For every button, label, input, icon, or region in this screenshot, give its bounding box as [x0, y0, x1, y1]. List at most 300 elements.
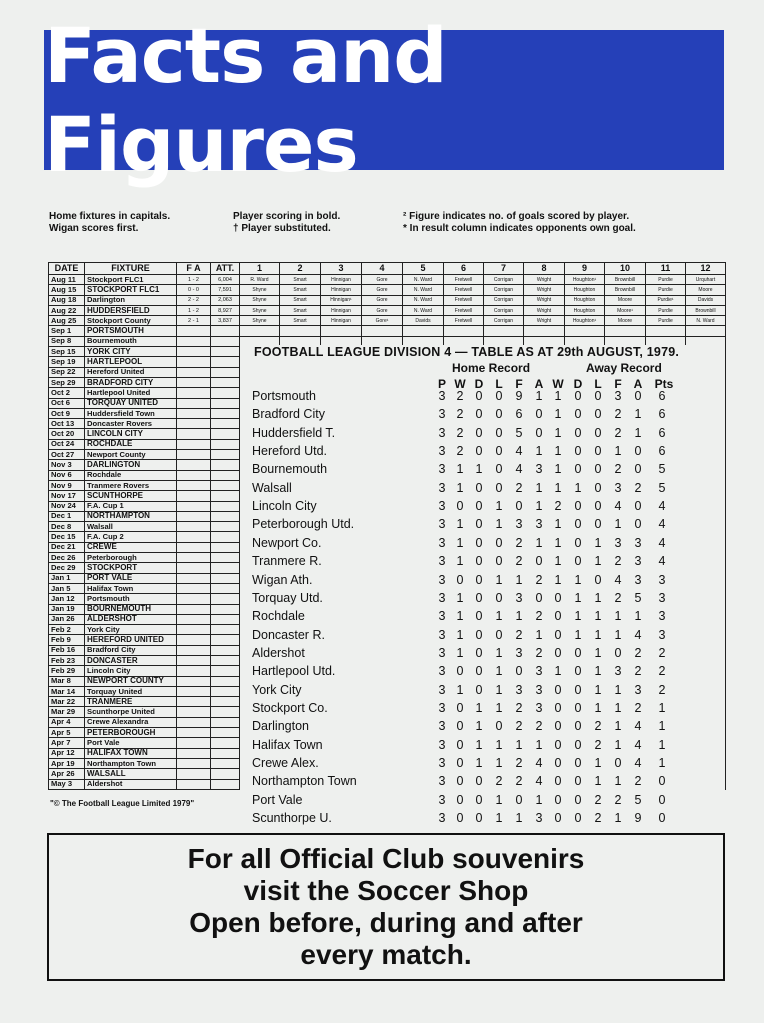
team-stat: 4 — [658, 554, 666, 569]
team-stat: 4 — [535, 774, 543, 789]
team-stat: 1 — [554, 572, 562, 587]
fixture-attendance — [211, 357, 240, 367]
team-stat: 2 — [658, 682, 666, 697]
team-stat: 1 — [495, 645, 503, 660]
team-stat: 3 — [535, 517, 543, 532]
league-row — [240, 407, 725, 425]
team-stat: 0 — [475, 517, 483, 532]
team-stat: 5 — [634, 590, 642, 605]
fixture-score — [177, 460, 211, 470]
team-stat: 0 — [495, 462, 503, 477]
fixture-opponent: F.A. Cup 2 — [85, 532, 177, 542]
league-row — [240, 793, 725, 811]
team-stat: 0 — [614, 645, 622, 660]
team-stat: 1 — [495, 682, 503, 697]
team-stat: 3 — [438, 737, 446, 752]
fixture-date: Sep 15 — [49, 347, 85, 357]
fixture-score — [177, 553, 211, 563]
fixture-opponent: DARLINGTON — [85, 460, 177, 470]
team-name: Darlington — [252, 719, 309, 734]
player-cell: Houghton — [565, 295, 605, 305]
team-stat: 3 — [515, 517, 523, 532]
team-stat: 0 — [594, 444, 602, 459]
player-cell — [362, 326, 403, 336]
team-stat: 1 — [574, 572, 582, 587]
team-stat: 4 — [535, 756, 543, 770]
team-stat: 1 — [554, 554, 562, 569]
team-stat: 2 — [535, 645, 543, 660]
fixture-attendance — [211, 460, 240, 470]
player-cell: N. Ward — [686, 316, 726, 326]
team-stat: 1 — [495, 499, 503, 514]
fixture-date: Feb 2 — [49, 625, 85, 635]
fixture-opponent: HALIFAX TOWN — [85, 748, 177, 758]
team-stat: 3 — [438, 554, 446, 569]
team-stat: 1 — [515, 572, 523, 587]
team-stat: 0 — [495, 389, 503, 403]
team-stat: 1 — [535, 535, 543, 550]
team-stat: 1 — [475, 756, 483, 770]
fixture-date: Dec 29 — [49, 563, 85, 573]
fixture-date: Feb 9 — [49, 635, 85, 645]
team-stat: 1 — [594, 645, 602, 660]
fixture-row — [49, 295, 726, 305]
team-stat: 1 — [495, 664, 503, 679]
league-row — [240, 499, 725, 517]
team-stat: 0 — [475, 627, 483, 642]
fixtures-column-header: ATT. — [211, 263, 240, 275]
fixture-opponent: Lincoln City — [85, 666, 177, 676]
team-stat: 3 — [438, 517, 446, 532]
notes-scoring — [403, 211, 636, 235]
fixture-score — [177, 728, 211, 738]
fixture-opponent: Port Vale — [85, 738, 177, 748]
fixture-date: Nov 24 — [49, 501, 85, 511]
team-stat: 0 — [475, 407, 483, 422]
fixture-score — [177, 480, 211, 490]
fixture-opponent: BOURNEMOUTH — [85, 604, 177, 614]
player-cell: N. Ward — [403, 275, 444, 285]
fixture-date: Aug 22 — [49, 305, 85, 315]
team-stat: 0 — [554, 682, 562, 697]
fixtures-column-header: 5 — [403, 263, 444, 275]
team-stat: 9 — [634, 811, 642, 826]
fixture-opponent: HARTLEPOOL — [85, 357, 177, 367]
team-stat: 0 — [574, 389, 582, 403]
team-stat: 0 — [658, 792, 666, 807]
fixture-score — [177, 563, 211, 573]
league-row — [240, 664, 725, 682]
team-name: Bradford City — [252, 407, 325, 422]
fixture-attendance — [211, 511, 240, 521]
team-name: Huddersfield T. — [252, 425, 336, 440]
player-cell: Wright — [524, 285, 565, 295]
fixture-opponent: Scunthorpe United — [85, 707, 177, 717]
fixture-date: Apr 26 — [49, 769, 85, 779]
fixture-opponent: TRANMERE — [85, 697, 177, 707]
team-stat: 0 — [475, 389, 483, 403]
player-cell: Fretwell — [444, 275, 484, 285]
league-row — [240, 536, 725, 554]
team-stat: 2 — [658, 645, 666, 660]
team-stat: 3 — [438, 535, 446, 550]
fixture-opponent: PORT VALE — [85, 573, 177, 583]
team-stat: 1 — [574, 627, 582, 642]
team-stat: 1 — [594, 609, 602, 624]
team-stat: 3 — [438, 407, 446, 422]
fixtures-column-header: 12 — [686, 263, 726, 275]
fixture-attendance — [211, 573, 240, 583]
league-row — [240, 701, 725, 719]
team-stat: 1 — [554, 535, 562, 550]
fixture-attendance — [211, 408, 240, 418]
team-stat: 2 — [515, 535, 523, 550]
fixture-score — [177, 439, 211, 449]
team-stat: 0 — [574, 499, 582, 514]
fixture-date: Feb 16 — [49, 645, 85, 655]
player-cell: Hinnigan — [321, 305, 362, 315]
fixture-score — [177, 625, 211, 635]
league-row — [240, 426, 725, 444]
team-stat: 3 — [438, 609, 446, 624]
team-stat: 1 — [574, 590, 582, 605]
team-stat: 0 — [475, 535, 483, 550]
team-stat: 2 — [515, 627, 523, 642]
fixture-date: Apr 4 — [49, 717, 85, 727]
team-stat: 1 — [614, 517, 622, 532]
team-stat: 0 — [658, 811, 666, 826]
team-stat: 3 — [658, 590, 666, 605]
team-stat: 3 — [614, 480, 622, 495]
league-row — [240, 719, 725, 737]
team-name: Rochdale — [252, 609, 305, 624]
team-stat: 0 — [475, 554, 483, 569]
team-stat: 3 — [614, 664, 622, 679]
team-stat: 1 — [594, 774, 602, 789]
team-name: Lincoln City — [252, 499, 317, 514]
fixture-opponent: PORTSMOUTH — [85, 326, 177, 336]
player-cell: Gore — [362, 285, 403, 295]
team-stat: 3 — [535, 462, 543, 477]
fixture-score — [177, 635, 211, 645]
team-stat: 2 — [634, 774, 642, 789]
team-stat: 0 — [574, 425, 582, 440]
player-cell: Wright — [524, 275, 565, 285]
team-name: York City — [252, 682, 302, 697]
team-stat: 3 — [438, 774, 446, 789]
fixture-opponent: Bradford City — [85, 645, 177, 655]
player-cell: Gore¹ — [362, 316, 403, 326]
team-name: Bournemouth — [252, 462, 328, 477]
team-stat: 5 — [634, 792, 642, 807]
team-name: Doncaster R. — [252, 627, 325, 642]
team-name: Hartlepool Utd. — [252, 664, 336, 679]
player-cell: Moore — [605, 316, 646, 326]
fixture-attendance — [211, 635, 240, 645]
fixture-date: Dec 1 — [49, 511, 85, 521]
player-cell: Purdie — [646, 275, 686, 285]
team-stat: 4 — [658, 535, 666, 550]
team-stat: 0 — [475, 499, 483, 514]
fixture-opponent: HUDDERSFIELD — [85, 305, 177, 315]
fixture-attendance — [211, 748, 240, 758]
team-name: Halifax Town — [252, 737, 323, 752]
fixture-score: 2 - 1 — [177, 316, 211, 326]
player-cell: Davids — [403, 316, 444, 326]
fixture-score — [177, 357, 211, 367]
team-stat: 1 — [614, 609, 622, 624]
fixture-date: Sep 8 — [49, 336, 85, 346]
league-row — [240, 554, 725, 572]
team-stat: 3 — [658, 609, 666, 624]
player-cell: Houghton¹ — [565, 275, 605, 285]
team-stat: 5 — [658, 480, 666, 495]
fixture-opponent: CREWE — [85, 542, 177, 552]
fixture-row — [49, 285, 726, 295]
player-cell — [240, 326, 280, 336]
team-stat: 1 — [554, 407, 562, 422]
team-stat: 2 — [614, 590, 622, 605]
team-stat: 1 — [495, 517, 503, 532]
player-cell: Corrigan — [484, 295, 524, 305]
team-stat: 1 — [614, 682, 622, 697]
team-stat: 0 — [475, 480, 483, 495]
player-cell: Fretwell — [444, 295, 484, 305]
team-stat: 2 — [535, 609, 543, 624]
fixture-attendance — [211, 779, 240, 789]
player-cell: Smart — [280, 275, 321, 285]
team-stat: 0 — [574, 811, 582, 826]
team-stat: 0 — [554, 737, 562, 752]
team-name: Stockport Co. — [252, 700, 328, 715]
fixture-score — [177, 686, 211, 696]
fixture-attendance — [211, 594, 240, 604]
note-line: † Player substituted. — [233, 223, 331, 234]
note-line: Home fixtures in capitals. — [49, 211, 171, 222]
note-line: Player scoring in bold. — [233, 211, 341, 222]
team-stat: 2 — [515, 554, 523, 569]
fixtures-column-header: 4 — [362, 263, 403, 275]
fixture-score — [177, 377, 211, 387]
team-stat: 3 — [658, 572, 666, 587]
player-cell — [321, 326, 362, 336]
team-stat: 0 — [594, 425, 602, 440]
fixture-score — [177, 398, 211, 408]
team-stat: 4 — [515, 444, 523, 459]
team-stat: 3 — [438, 664, 446, 679]
team-stat: 1 — [456, 517, 464, 532]
team-stat: 0 — [456, 499, 464, 514]
team-stat: 1 — [594, 700, 602, 715]
team-stat: 1 — [495, 811, 503, 826]
fixture-attendance — [211, 326, 240, 336]
team-stat: 0 — [574, 554, 582, 569]
team-stat: 4 — [634, 627, 642, 642]
team-stat: 0 — [495, 719, 503, 734]
team-stat: 1 — [554, 444, 562, 459]
team-stat: 0 — [594, 407, 602, 422]
team-stat: 0 — [475, 645, 483, 660]
team-stat: 3 — [438, 792, 446, 807]
team-stat: 3 — [438, 645, 446, 660]
fixture-row — [49, 316, 726, 326]
fixture-score: 2 - 2 — [177, 295, 211, 305]
fixture-score — [177, 748, 211, 758]
player-cell: Hinnigan — [321, 275, 362, 285]
fixture-attendance — [211, 480, 240, 490]
league-column-header: A — [534, 377, 544, 391]
advert-line: visit the Soccer Shop — [243, 875, 529, 906]
team-name: Crewe Alex. — [252, 756, 319, 770]
team-stat: 3 — [515, 682, 523, 697]
team-stat: 1 — [614, 737, 622, 752]
team-stat: 0 — [554, 627, 562, 642]
team-stat: 1 — [554, 425, 562, 440]
fixture-row — [49, 326, 726, 336]
team-stat: 4 — [634, 756, 642, 770]
league-row — [240, 481, 725, 499]
team-stat: 0 — [475, 774, 483, 789]
fixture-score — [177, 326, 211, 336]
player-cell: Wright — [524, 295, 565, 305]
player-cell: Brownbill — [605, 275, 646, 285]
fixture-date: Dec 21 — [49, 542, 85, 552]
notes-players — [233, 211, 340, 235]
team-stat: 0 — [554, 719, 562, 734]
team-stat: 0 — [475, 444, 483, 459]
team-stat: 1 — [634, 425, 642, 440]
player-cell: Houghton¹ — [565, 316, 605, 326]
fixture-date: Apr 12 — [49, 748, 85, 758]
player-cell — [524, 326, 565, 336]
note-line: ² Figure indicates no. of goals scored by player. — [403, 211, 630, 222]
fixture-attendance — [211, 707, 240, 717]
player-cell: Purdie — [646, 305, 686, 315]
league-column-header: W — [454, 377, 466, 391]
player-cell: Corrigan — [484, 316, 524, 326]
team-stat: 3 — [438, 719, 446, 734]
team-name: Scunthorpe U. — [252, 811, 332, 826]
team-name: Newport Co. — [252, 535, 322, 550]
team-stat: 2 — [515, 700, 523, 715]
team-stat: 0 — [554, 811, 562, 826]
fixture-opponent: STOCKPORT FLC1 — [85, 285, 177, 295]
fixture-score — [177, 511, 211, 521]
team-stat: 1 — [495, 792, 503, 807]
team-stat: 1 — [594, 535, 602, 550]
team-stat: 1 — [658, 737, 666, 752]
team-stat: 2 — [495, 774, 503, 789]
fixtures-header-row — [49, 263, 726, 275]
fixtures-column-header: 11 — [646, 263, 686, 275]
team-stat: 2 — [515, 480, 523, 495]
team-stat: 1 — [614, 719, 622, 734]
team-stat: 1 — [634, 609, 642, 624]
player-cell: Purdie — [646, 316, 686, 326]
team-stat: 0 — [614, 756, 622, 770]
team-stat: 1 — [614, 811, 622, 826]
fixture-score — [177, 707, 211, 717]
team-stat: 0 — [594, 517, 602, 532]
league-row — [240, 517, 725, 535]
fixture-attendance — [211, 429, 240, 439]
team-stat: 0 — [574, 756, 582, 770]
team-stat: 0 — [495, 425, 503, 440]
team-stat: 2 — [594, 811, 602, 826]
team-stat: 6 — [658, 444, 666, 459]
team-stat: 2 — [594, 792, 602, 807]
fixture-date: Jan 19 — [49, 604, 85, 614]
home-record-label: Home Record — [452, 361, 531, 375]
fixture-date: Oct 13 — [49, 419, 85, 429]
player-cell: Corrigan — [484, 275, 524, 285]
player-cell: Shyne — [240, 305, 280, 315]
team-stat: 0 — [456, 756, 464, 770]
fixture-opponent: BRADFORD CITY — [85, 377, 177, 387]
team-stat: 3 — [438, 462, 446, 477]
player-cell: Shyne — [240, 285, 280, 295]
fixture-score: 0 - 0 — [177, 285, 211, 295]
team-stat: 4 — [658, 517, 666, 532]
player-cell: Urquhart — [686, 275, 726, 285]
team-stat: 3 — [438, 480, 446, 495]
team-stat: 0 — [574, 517, 582, 532]
fixture-opponent: F.A. Cup 1 — [85, 501, 177, 511]
player-cell: Smart — [280, 295, 321, 305]
team-stat: 3 — [515, 590, 523, 605]
team-stat: 3 — [634, 572, 642, 587]
team-stat: 0 — [634, 517, 642, 532]
team-stat: 0 — [634, 444, 642, 459]
fixture-score — [177, 779, 211, 789]
team-stat: 0 — [475, 682, 483, 697]
team-stat: 0 — [495, 627, 503, 642]
player-cell: Shyne — [240, 316, 280, 326]
fixture-score — [177, 655, 211, 665]
fixture-opponent: Peterborough — [85, 553, 177, 563]
fixture-opponent: SCUNTHORPE — [85, 491, 177, 501]
fixture-date: Jan 12 — [49, 594, 85, 604]
fixture-date: Mar 8 — [49, 676, 85, 686]
team-stat: 1 — [574, 480, 582, 495]
fixture-score — [177, 738, 211, 748]
team-stat: 0 — [456, 792, 464, 807]
fixture-attendance — [211, 625, 240, 635]
copyright-note: "© The Football League Limited 1979" — [50, 799, 195, 808]
fixture-attendance — [211, 388, 240, 398]
fixture-date: Apr 5 — [49, 728, 85, 738]
team-stat: 0 — [574, 774, 582, 789]
team-stat: 1 — [535, 444, 543, 459]
team-stat: 0 — [594, 389, 602, 403]
team-stat: 2 — [535, 572, 543, 587]
team-stat: 1 — [535, 792, 543, 807]
team-stat: 1 — [614, 627, 622, 642]
team-stat: 4 — [658, 499, 666, 514]
league-row — [240, 389, 725, 407]
fixture-score — [177, 594, 211, 604]
league-row — [240, 628, 725, 646]
fixtures-column-header: 6 — [444, 263, 484, 275]
fixture-date: Dec 26 — [49, 553, 85, 563]
fixture-opponent: Northampton Town — [85, 758, 177, 768]
team-name: Aldershot — [252, 645, 305, 660]
fixture-score — [177, 676, 211, 686]
fixture-attendance — [211, 491, 240, 501]
team-stat: 1 — [614, 774, 622, 789]
player-cell: Wright — [524, 305, 565, 315]
fixture-attendance — [211, 398, 240, 408]
